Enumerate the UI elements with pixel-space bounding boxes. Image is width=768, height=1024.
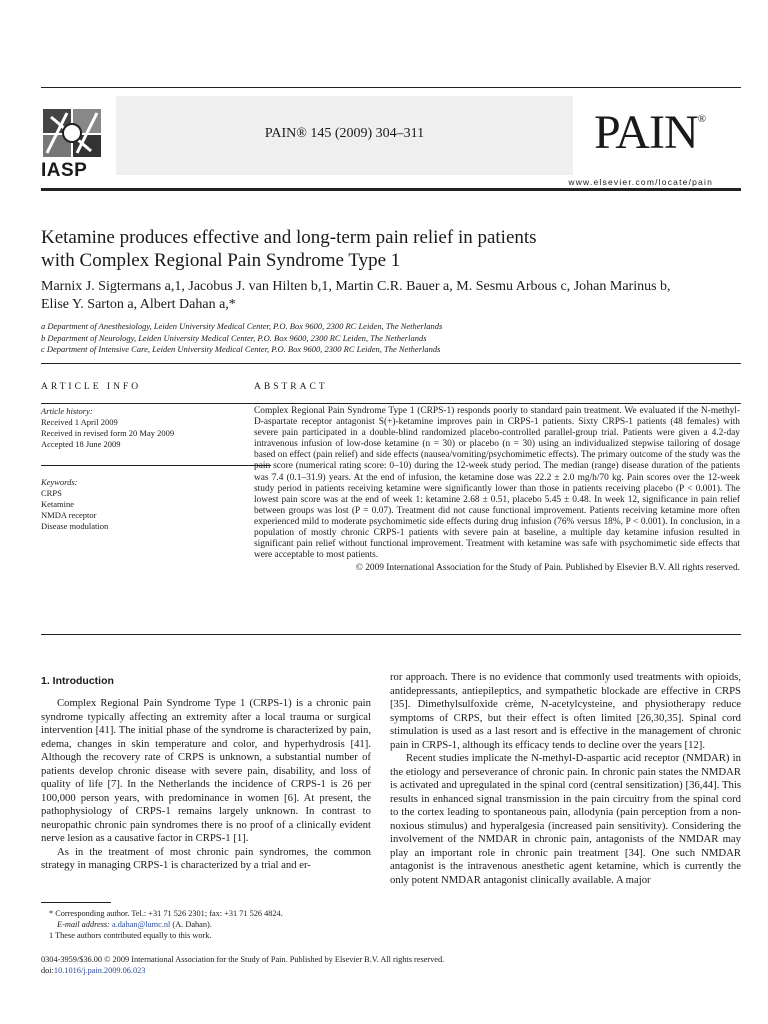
keyword-item: NMDA receptor	[41, 510, 97, 520]
keywords-bottom-rule	[41, 634, 271, 635]
abstract-copyright: © 2009 International Association for the Study of Pain. Published by Elsevier B.V. All rights reserved.	[355, 563, 740, 574]
bottom-info	[41, 954, 741, 976]
affiliation-c: c Department of Intensive Care, Leiden University Medical Center, P.O. Box 9600, 2300 RC Leiden, The Netherlands	[41, 344, 441, 354]
affiliation-a: a Department of Anesthesiology, Leiden University Medical Center, P.O. Box 9600, 2300 RC Leiden, The Netherlands	[41, 321, 443, 331]
keyword-item: Ketamine	[41, 499, 75, 509]
authors-line-2: Elise Y. Sarton a, Albert Dahan a,*	[41, 297, 236, 312]
paragraph: Complex Regional Pain Syndrome Type 1 (CRPS-1) is a chronic pain syndrome typically affecting an extremity after a local trauma or surgical intervention [41]. The initial phase of the syndrome is characterized by pain, edema, changes in skin temperature and color, and hyperhydrosis [41]. Although the recovery rate of CRPS is unknown, a substantial number of patients develop chronic disease with severe pain, disability, and loss of quality of life [7]. In the Netherlands the incidence of CRPS-1 is 26 per 100,000 person years, with predominance in women [6]. At present, the pathophysiology of CRPS-1 remains largely unknown. In contrast to neuropathic chronic pain syndromes there is no proof of a clinically evident nerve lesion as a causative factor in CRPS-1 [1].	[41, 697, 371, 844]
journal-logo	[594, 105, 705, 160]
history-revised: Received in revised form 20 May 2009	[41, 428, 175, 438]
body-column-left	[41, 697, 371, 873]
history-accepted: Accepted 18 June 2009	[41, 439, 121, 449]
email-label: E-mail address:	[57, 920, 110, 929]
abstract-body	[254, 406, 740, 574]
footnote-email	[41, 919, 371, 930]
keyword-item: Disease modulation	[41, 521, 109, 531]
journal-logo-text: PAIN	[594, 106, 698, 159]
author-list	[41, 278, 731, 314]
doi-link[interactable]: 10.1016/j.pain.2009.06.023	[53, 966, 146, 975]
registered-mark: ®	[697, 113, 705, 125]
abstract-rule	[254, 403, 741, 404]
paragraph: ror approach. There is no evidence that commonly used treatments with opioids, antidepressants, antiepileptics, and sympathetic blockade are effective in CRPS [35]. Dimethylsulfoxide crème, N-acetylcysteine, and physiotherapy reduce symptoms of CRPS, but their effect is often limited [26,30,35]. Spinal cord stimulation is used as a last resort and is effective in the management of chronic pain in CRPS-1, although its efficacy tends to decline over the years [12].	[390, 671, 741, 751]
authors-line-1: Marnix J. Sigtermans a,1, Jacobus J. van Hilten b,1, Martin C.R. Bauer a, M. Sesmu Arbous c, Johan Marinus b,	[41, 279, 671, 294]
title-line-2: with Complex Regional Pain Syndrome Type 1	[41, 250, 401, 271]
journal-url-link[interactable]: www.elsevier.com/locate/pain	[568, 177, 713, 187]
issn-copyright: 0304-3959/$36.00 © 2009 International Association for the Study of Pain. Published by Elsevier B.V. All rights reserved.	[41, 955, 445, 964]
article-info-heading: ARTICLE INFO	[41, 382, 142, 392]
history-rule	[41, 465, 271, 466]
header-bottom-rule	[41, 188, 741, 191]
affiliation-b: b Department of Neurology, Leiden University Medical Center, P.O. Box 9600, 2300 RC Leiden, The Netherlands	[41, 332, 427, 343]
article-title	[41, 226, 721, 272]
doi-label: doi:	[41, 966, 54, 975]
keyword-item: CRPS	[41, 488, 62, 498]
affiliations-rule	[41, 363, 741, 364]
journal-reference: PAIN® 145 (2009) 304–311	[264, 126, 425, 141]
publisher-logo-text: IASP	[41, 160, 88, 181]
footnote-corresponding: * Corresponding author. Tel.: +31 71 526 2301; fax: +31 71 526 4824.	[49, 909, 283, 918]
email-link[interactable]: a.dahan@lumc.nl	[112, 920, 171, 929]
email-suffix: (A. Dahan).	[172, 920, 212, 929]
abstract-bottom-rule	[254, 634, 741, 635]
article-history	[41, 406, 271, 450]
footnotes	[41, 908, 371, 941]
keywords	[41, 477, 271, 532]
history-label: Article history:	[41, 406, 93, 416]
affiliations	[41, 321, 731, 356]
history-received: Received 1 April 2009	[41, 417, 118, 427]
body-column-right	[390, 671, 741, 887]
keywords-label: Keywords:	[41, 477, 78, 487]
article-info-rule	[41, 403, 271, 404]
section-heading-introduction: 1. Introduction	[41, 675, 114, 687]
paragraph: As in the treatment of most chronic pain syndromes, the common strategy in managing CRPS-1 is characterized by a trial and er-	[41, 845, 371, 871]
footnote-equal-contribution: 1 These authors contributed equally to this work.	[49, 931, 212, 940]
doi-line	[41, 965, 741, 976]
abstract-heading: ABSTRACT	[254, 382, 328, 392]
top-rule	[41, 87, 741, 88]
footnote-rule	[41, 902, 111, 903]
title-line-1: Ketamine produces effective and long-term pain relief in patients	[41, 227, 537, 248]
paragraph: Recent studies implicate the N-methyl-D-aspartic acid receptor (NMDAR) in the etiology and perseverance of chronic pain. In chronic pain states the NMDAR is activated and upregulated in the spinal cord (central sensitization) [36,44]. This results in enhanced signal transmission in the pain circuitry from the spinal cord to the cortex leading to spontaneous pain, allodynia (pain perception from a non-noxious stimulus) and hyperalgesia (increased pain sensitivity). Considering the involvement of the NMDAR in chronic pain, antagonists of the NMDAR may play an important role in chronic pain treatment [34]. One such NMDAR antagonist is the intravenous anesthetic agent ketamine, which is currently the only potent NMDAR antagonist clinically available. A major	[390, 752, 741, 886]
abstract-text: Complex Regional Pain Syndrome Type 1 (CRPS-1) responds poorly to standard pain treatment. We evaluated if the N-methyl-D-aspartate receptor antagonist S(+)-ketamine improves pain in CRPS-1 patients. Sixty CRPS-1 patients (48 females) with severe pain participated in a double-blind randomized placebo-controlled parallel-group trial. Patients were given a 4.2-day intravenous infusion of low-dose ketamine (n = 30) or placebo (n = 30) using an individualized stepwise tailoring of dosage based on effect (pain relief) and side effects (nausea/vomiting/psychomimetic effects). The primary outcome of the study was the pain score (numerical rating score: 0–10) during the 12-week study period. The median (range) disease duration of the patients was 7.4 (0.1–31.9) years. At the end of infusion, the ketamine dose was 22.2 ± 2.0 mg/h/70 kg. Pain scores over the 12-week study period in patients receiving ketamine were significantly lower than those in patients receiving placebo (P < 0.001). The lowest pain score was at the end of week 1: ketamine 2.68 ± 0.51, placebo 5.45 ± 0.48. In week 12, significance in pain relief between groups was lost (P = 0.07). Treatment did not cause functional improvement. Patients receiving ketamine more often experienced mild to moderate psychomimetic side effects during drug infusion (76% versus 18%, P < 0.001). In conclusion, in a population of mostly chronic CRPS-1 patients with severe pain at baseline, a multiple day ketamine infusion resulted in significant pain relief without functional improvement. Treatment with ketamine was safe with psychomimetic side effects that were acceptable to most patients.	[254, 406, 740, 561]
